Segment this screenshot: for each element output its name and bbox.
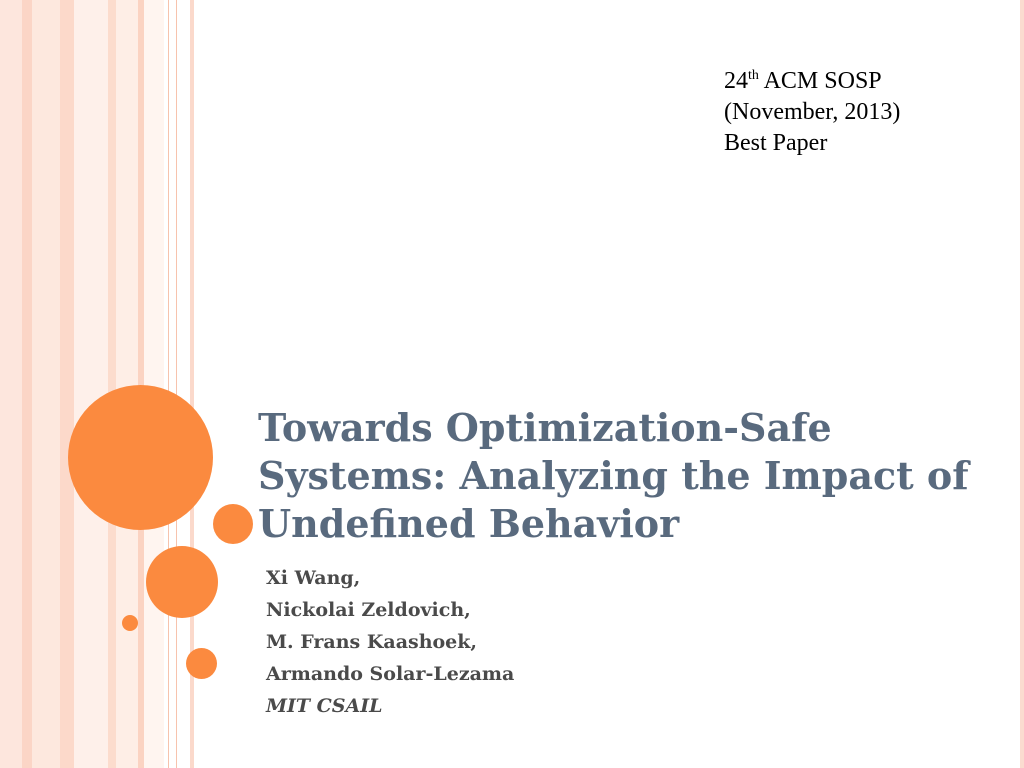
conference-name: ACM SOSP bbox=[763, 68, 882, 94]
stripe-band bbox=[108, 0, 116, 768]
title-line: Towards Optimization-Safe bbox=[258, 405, 832, 450]
stripe-band bbox=[60, 0, 74, 768]
slide-title bbox=[258, 404, 1018, 548]
stripe-band bbox=[22, 0, 32, 768]
conference-note bbox=[724, 66, 900, 159]
stripe-band bbox=[74, 0, 108, 768]
small-circle bbox=[213, 504, 253, 544]
conference-edition: 24 bbox=[724, 68, 748, 94]
right-edge-stripe bbox=[1020, 0, 1024, 768]
stripe-band bbox=[144, 0, 164, 768]
stripe-line bbox=[168, 0, 169, 768]
medium-circle bbox=[146, 546, 218, 618]
title-line: Systems: Analyzing the Impact of bbox=[258, 453, 969, 498]
author-name: Armando Solar-Lezama bbox=[266, 663, 515, 685]
conference-edition-suffix: th bbox=[748, 68, 759, 83]
author-name: M. Frans Kaashoek, bbox=[266, 631, 478, 653]
conference-date: (November, 2013) bbox=[724, 99, 901, 125]
stripe-band bbox=[116, 0, 138, 768]
author-name: Xi Wang, bbox=[266, 567, 361, 589]
conference-award: Best Paper bbox=[724, 130, 828, 156]
author-name: Nickolai Zeldovich, bbox=[266, 599, 471, 621]
title-line: Undefined Behavior bbox=[258, 501, 680, 546]
small-circle bbox=[186, 648, 217, 679]
affiliation: MIT CSAIL bbox=[266, 695, 383, 717]
conference-line bbox=[724, 66, 900, 97]
stripe-line bbox=[176, 0, 177, 768]
stripe-band bbox=[32, 0, 60, 768]
large-circle bbox=[68, 385, 213, 530]
author-list bbox=[266, 562, 514, 722]
tiny-circle bbox=[122, 615, 138, 631]
stripe-band bbox=[0, 0, 22, 768]
